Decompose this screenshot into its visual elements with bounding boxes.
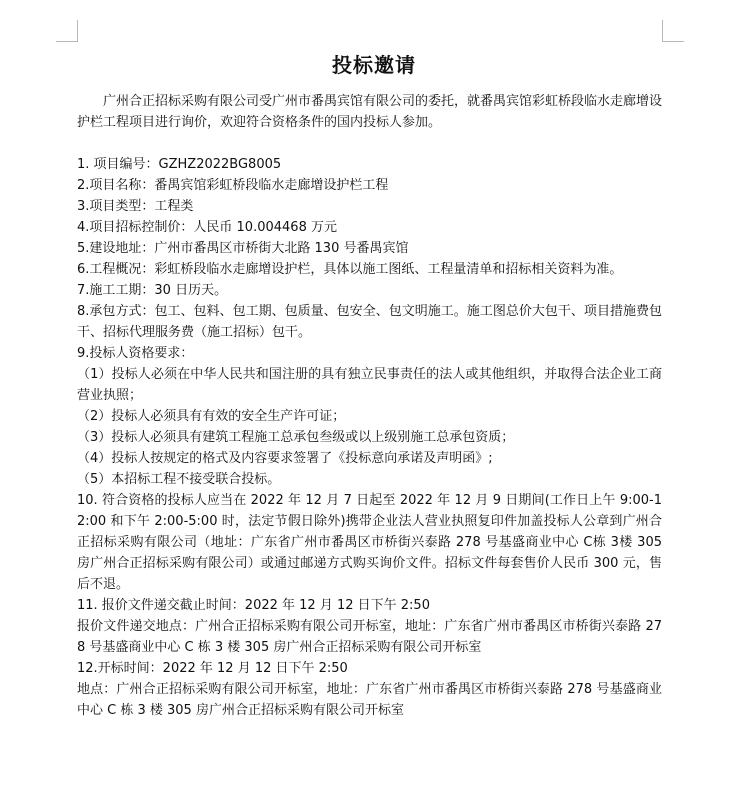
- item-project-number: 1. 项目编号：GZHZ2022BG8005: [77, 157, 282, 172]
- document-body: [77, 91, 662, 721]
- item-contract-method: 8.承包方式：包工、包料、包工期、包质量、包安全、包文明施工。施工图总价大包干、项目措施费包干、招标代理服务费（施工招标）包干。: [77, 304, 662, 340]
- item-opening-place: 地点：广州合正招标采购有限公司开标室，地址：广东省广州市番禺区市桥街兴泰路 278 号基盛商业中心 C 栋 3 楼 305 房广州合正招标采购有限公司开标室: [77, 682, 662, 718]
- qualification-4: （4）投标人按规定的格式及内容要求签署了《投标意向承诺及声明函》;: [77, 451, 493, 466]
- item-address: 5.建设地址：广州市番禺区市桥街大北路 130 号番禺宾馆: [77, 241, 409, 256]
- document-title: 投标邀请: [332, 53, 416, 77]
- paragraph-spacer: [77, 133, 662, 154]
- qualification-1: （1）投标人必须在中华人民共和国注册的具有独立民事责任的法人或其他组织，并取得合法企业工商营业执照；: [77, 367, 662, 403]
- intro-paragraph: 广州合正招标采购有限公司受广州市番禺宾馆有限公司的委托，就番禺宾馆彩虹桥段临水走廊增设护栏工程项目进行询价，欢迎符合资格条件的国内投标人参加。: [77, 94, 663, 130]
- item-project-type: 3.项目类型：工程类: [77, 199, 194, 214]
- crop-mark-top-right-vertical: [662, 20, 663, 42]
- item-submission-place: 报价文件递交地点：广州合正招标采购有限公司开标室，地址：广东省广州市番禺区市桥街兴泰路 278 号基盛商业中心 C 栋 3 楼 305 房广州合正招标采购有限公司开标室: [77, 619, 662, 655]
- item-qualification-title: 9.投标人资格要求：: [77, 346, 194, 361]
- qualification-3: （3）投标人必须具有建筑工程施工总承包叁级或以上级别施工总承包资质；: [77, 430, 515, 445]
- crop-mark-top-right-horizontal: [662, 41, 684, 42]
- qualification-5: （5）本招标工程不接受联合投标。: [77, 472, 281, 487]
- item-submission-deadline: 11. 报价文件递交截止时间：2022 年 12 月 12 日下午 2:50: [77, 598, 430, 613]
- qualification-2: （2）投标人必须具有有效的安全生产许可证；: [77, 409, 346, 424]
- item-purchase-info: 10. 符合资格的投标人应当在 2022 年 12 月 7 日起至 2022 年 12 月 9 日期间(工作日上午 9:00-12:00 和下午 2:00-5:00 时，法定节假日除外)携带企业法人营业执照复印件加盖投标人公章到广州合正招标采购有限公司（地址：广东省广州市番禺区市桥街兴泰路 278 号基盛商业中心 C栋 3楼 305 房广州合正招标采购有限公司）或通过邮递方式购买询价文件。招标文件每套售价人民币 300 元，售后不退。: [77, 493, 662, 592]
- crop-mark-top-left-vertical: [77, 20, 78, 42]
- item-overview: 6.工程概况：彩虹桥段临水走廊增设护栏，具体以施工图纸、工程量清单和招标相关资料为准。: [77, 262, 623, 277]
- item-budget: 4.项目招标控制价：人民币 10.004468 万元: [77, 220, 337, 235]
- item-duration: 7.施工工期：30 日历天。: [77, 283, 228, 298]
- item-opening-time: 12.开标时间：2022 年 12 月 12 日下午 2:50: [77, 661, 348, 676]
- crop-mark-top-left-horizontal: [56, 41, 78, 42]
- item-project-name: 2.项目名称：番禺宾馆彩虹桥段临水走廊增设护栏工程: [77, 178, 389, 193]
